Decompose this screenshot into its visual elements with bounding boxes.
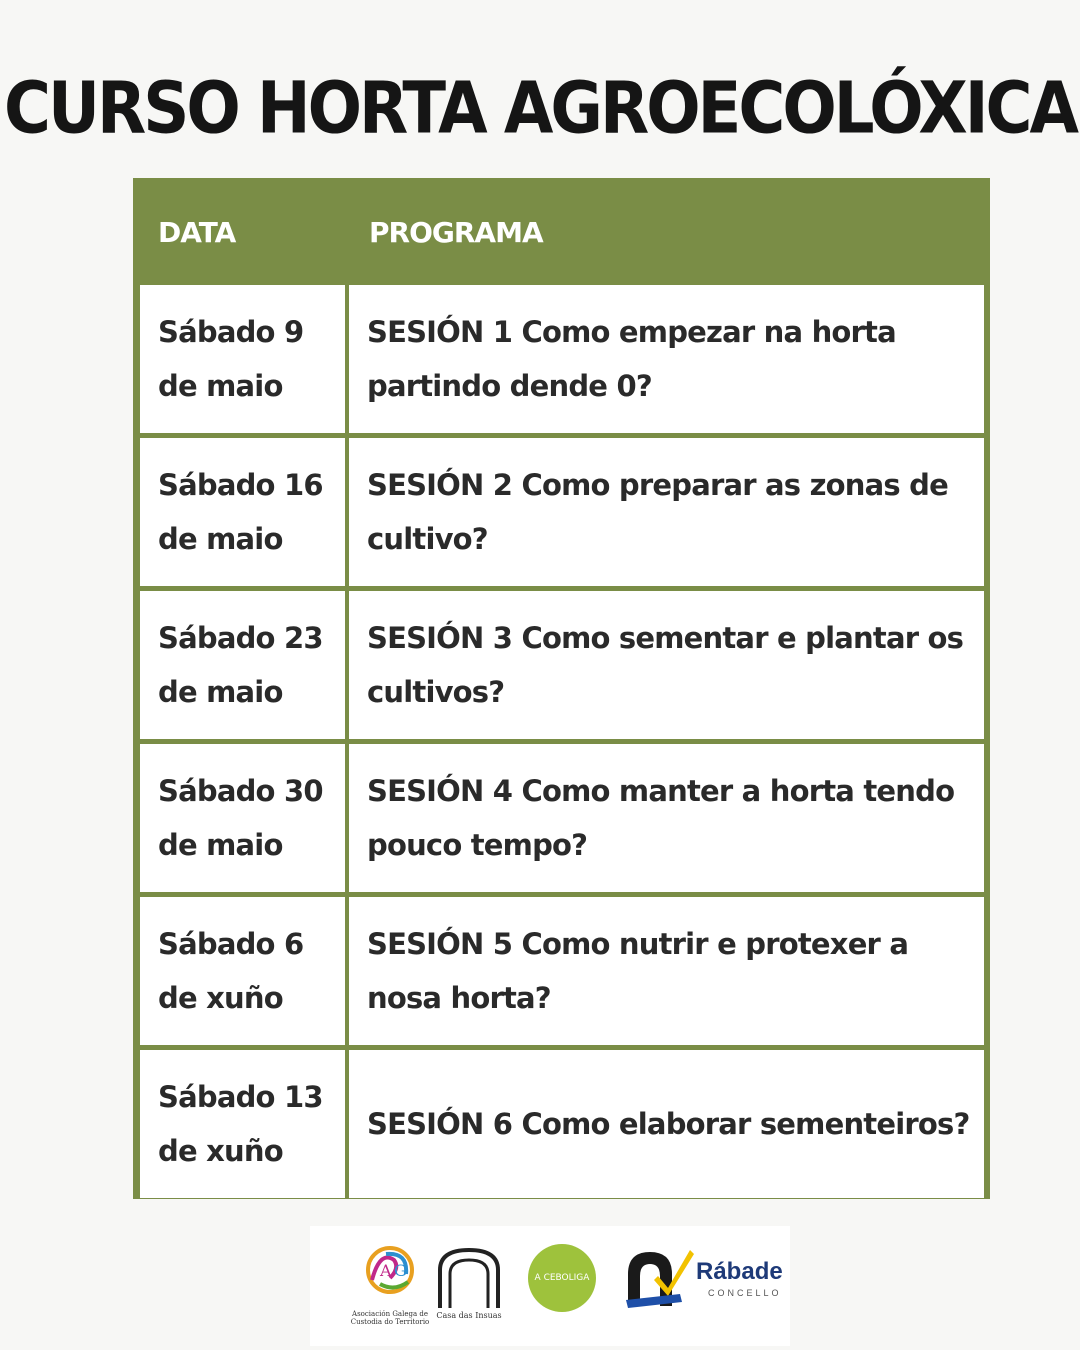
table-row: [137, 1050, 986, 1198]
session-program: SESIÓN 1 Como empezar na horta partindo dende 0?: [349, 285, 984, 433]
agct-caption: Asociación Galega de Custodia do Territorio: [350, 1310, 430, 1326]
casa-caption: Casa das Insuas: [436, 1311, 502, 1320]
table-row: [137, 285, 986, 433]
rabade-name: Rábade: [696, 1258, 783, 1285]
rabade-emblem-icon: [624, 1246, 694, 1310]
session-program: SESIÓN 4 Como manter a horta tendo pouco tempo?: [349, 744, 984, 892]
table-row: [137, 438, 986, 586]
agct-logo: [350, 1240, 430, 1340]
table-row: [137, 744, 986, 892]
table-header-row: [137, 182, 986, 282]
sponsor-logos: [310, 1226, 790, 1346]
casa-das-insuas-logo: [436, 1246, 502, 1336]
rabade-sub: CONCELLO: [708, 1288, 782, 1298]
arch-icon: [436, 1246, 502, 1308]
table-row: [137, 591, 986, 739]
session-date: Sábado 30 de maio: [140, 744, 345, 892]
ceboliga-label: A CEBOLIGA: [534, 1273, 590, 1283]
svg-text:A: A: [380, 1261, 392, 1280]
page-title: CURSO HORTA AGROECOLÓXICA: [4, 67, 1076, 151]
session-date: Sábado 9 de maio: [140, 285, 345, 433]
session-program: SESIÓN 6 Como elaborar sementeiros?: [349, 1050, 984, 1198]
session-date: Sábado 13 de xuño: [140, 1050, 345, 1198]
schedule-table: [133, 178, 990, 1199]
session-date: Sábado 16 de maio: [140, 438, 345, 586]
rabade-logo: [624, 1246, 784, 1316]
session-date: Sábado 23 de maio: [140, 591, 345, 739]
table-row: [137, 897, 986, 1045]
column-header-date: DATA: [158, 216, 236, 249]
session-date: Sábado 6 de xuño: [140, 897, 345, 1045]
session-program: SESIÓN 2 Como preparar as zonas de cultivo?: [349, 438, 984, 586]
session-program: SESIÓN 5 Como nutrir e protexer a nosa horta?: [349, 897, 984, 1045]
session-program: SESIÓN 3 Como sementar e plantar os cultivos?: [349, 591, 984, 739]
svg-text:G: G: [394, 1261, 407, 1280]
agct-logo-icon: [350, 1240, 430, 1300]
ceboliga-badge: [528, 1244, 596, 1312]
column-header-program: PROGRAMA: [369, 216, 543, 249]
